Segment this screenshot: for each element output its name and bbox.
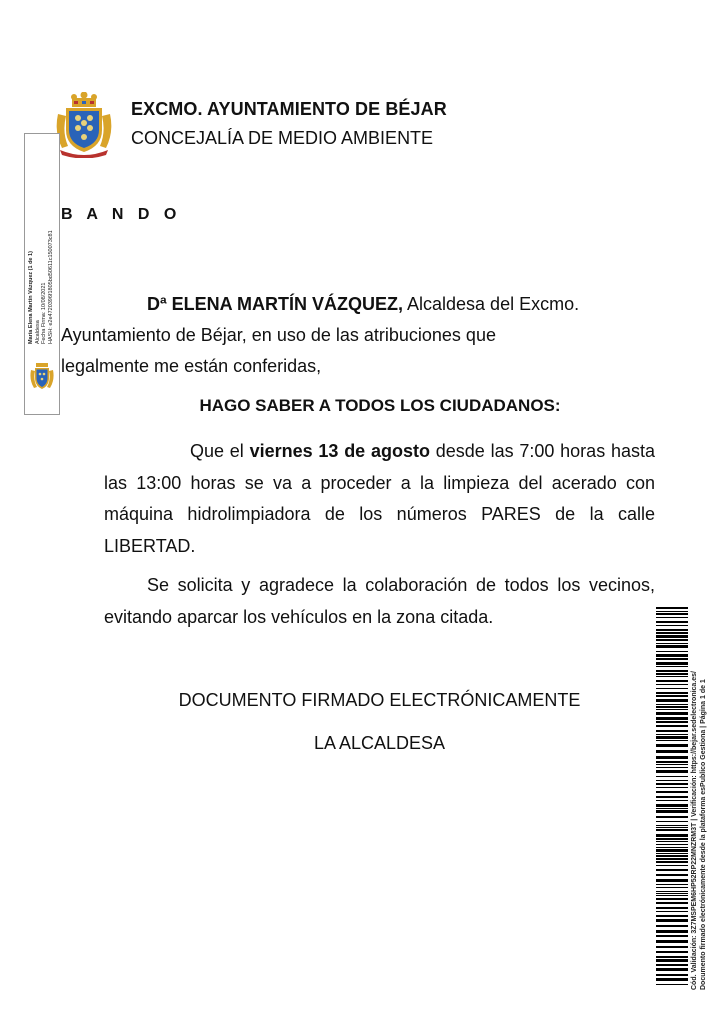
intro-paragraph <box>61 289 621 382</box>
signed-electronically-label: DOCUMENTO FIRMADO ELECTRÓNICAMENTE <box>178 690 581 710</box>
mini-crest-icon <box>29 362 55 392</box>
signer-title: LA ALCALDESA <box>313 733 446 753</box>
signature-hash: HASH: e2e4720396f1805bd50611c150073c81 <box>47 230 54 344</box>
proclamation-heading: HAGO SABER A TODOS LOS CIUDADANOS: <box>199 396 561 415</box>
intro-line2: Ayuntamiento de Béjar, en uso de las atribuciones que <box>61 325 496 345</box>
notice-paragraph <box>104 436 655 562</box>
coat-of-arms-icon <box>52 92 116 158</box>
department-subtitle: CONCEJALÍA DE MEDIO AMBIENTE <box>131 128 434 148</box>
notice-start: Que el <box>190 441 250 461</box>
notice-date: viernes 13 de agosto <box>249 441 430 461</box>
intro-line3: legalmente me están conferidas, <box>61 356 322 376</box>
request-text: Se solicita y agradece la colaboración de todos los vecinos, evitando aparcar los vehículos en la zona citada. <box>104 575 655 627</box>
verification-code: Cód. Validación: 3Z7MSPEM6HP52RP22MNZRM3T | Verificación: https://bejar.sedelectronica.es/ <box>691 671 698 990</box>
signature-stamp-text <box>28 144 54 344</box>
bando-heading: B A N D O <box>61 206 182 223</box>
barcode-icon <box>656 607 688 987</box>
institution-title: EXCMO. AYUNTAMIENTO DE BÉJAR <box>131 99 447 119</box>
signer-name: María Elena Martín Vázquez (1 de 1) <box>28 251 34 344</box>
verification-text <box>690 660 708 990</box>
signature-date: Fecha Firma: 10/08/2021 <box>41 282 47 344</box>
mayor-name: Dª ELENA MARTÍN VÁZQUEZ, <box>147 294 403 314</box>
signer-role: Alcaldesa <box>34 320 41 344</box>
request-paragraph <box>104 570 655 633</box>
verification-platform: Documento firmado electrónicamente desde la plataforma esPublico Gestiona | Página 1 de 1 <box>700 679 707 990</box>
notice-rest: desde las 7:00 horas hasta las 13:00 horas se va a proceder a la limpieza del acerado con máquina hidrolimpiadora de los números PARES de la calle LIBERTAD. <box>104 441 655 556</box>
signature-stamp <box>24 133 60 415</box>
intro-line1: Alcaldesa del Excmo. <box>403 294 580 314</box>
